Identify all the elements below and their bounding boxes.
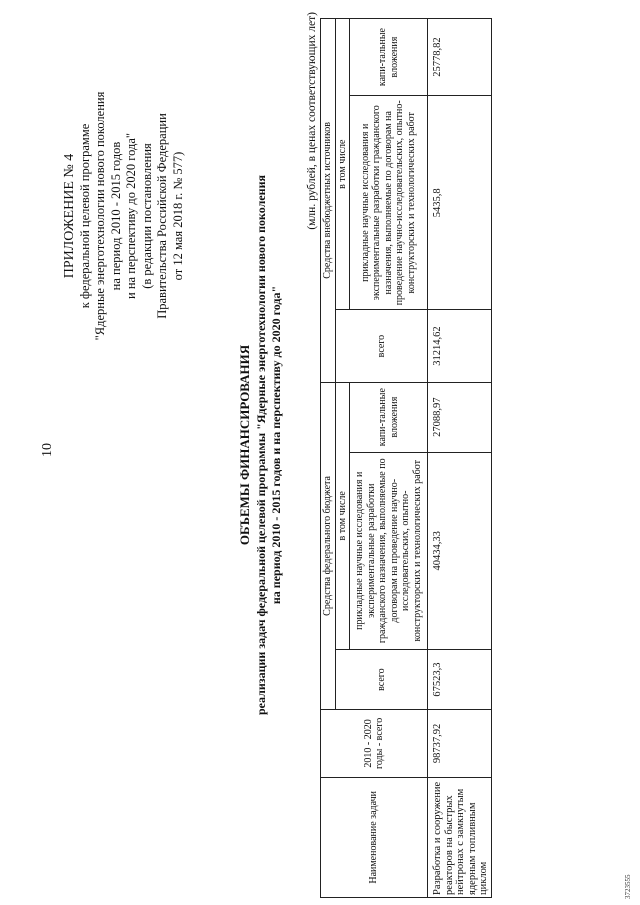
cell-total-2010-2020: 98737,92 <box>428 710 492 777</box>
header-ext-including: в том числе <box>335 19 350 310</box>
table-row <box>428 19 492 898</box>
cell-task: Разработка и сооружение реакторов на быстрых нейтронах с замкнутым ядерным топливным циклом <box>428 777 492 897</box>
appendix-line: и на перспективу до 2020 года" <box>124 133 138 299</box>
cell-ext-total: 31214,62 <box>428 310 492 382</box>
appendix-line: "Ядерные энерготехнологии нового поколения <box>93 91 107 341</box>
header-ext-applied-research: прикладные научные исследования и экспериментальные разработки гражданского назначения, выполняемые по договорам на проведение научно-исследовательских, опытно-конструкторских и технологических работ <box>350 96 428 310</box>
appendix-line: на период 2010 - 2015 годов <box>108 141 123 291</box>
document-subtitle <box>254 25 284 865</box>
header-ext-total: всего <box>335 310 428 382</box>
cell-ext-research: 5435,8 <box>428 96 492 310</box>
appendix-line: (в редакции постановления <box>139 143 154 289</box>
subtitle-line-1: реализации задач федеральной целевой программы "Ядерные энерготехнологии нового поколения <box>254 175 268 715</box>
header-extra-budget: Средства внебюджетных источников <box>321 19 336 383</box>
page-number: 10 <box>40 443 55 457</box>
header-fed-total: всего <box>335 650 428 710</box>
appendix-line: Правительства Российской Федерации <box>155 113 169 319</box>
cell-fed-total: 67523,3 <box>428 650 492 710</box>
appendix-title: ПРИЛОЖЕНИЕ № 4 <box>62 153 77 279</box>
units-note: (млн. рублей, в ценах соответствующих лет) <box>306 12 318 230</box>
financing-table <box>320 18 492 898</box>
header-ext-capital: капи-тальные вложения <box>350 19 428 96</box>
appendix-header <box>62 6 186 426</box>
header-fed-applied-research: прикладные научные исследования и экспериментальные разработки гражданского назначения, выполняемые по договорам на проведение научно-исследовательских, опытно-конструкторских и технологических работ <box>350 452 428 649</box>
header-fed-capital: капи-тальные вложения <box>350 382 428 452</box>
header-task: Наименование задачи <box>321 777 428 897</box>
document-title: ОБЪЕМЫ ФИНАНСИРОВАНИЯ <box>237 344 252 546</box>
cell-fed-research: 40434,33 <box>428 452 492 649</box>
cell-ext-capital: 25778,82 <box>428 19 492 96</box>
header-row-1 <box>321 19 336 898</box>
header-federal-budget: Средства федерального бюджета <box>321 382 336 710</box>
header-fed-including: в том числе <box>335 382 350 649</box>
cell-fed-capital: 27088,97 <box>428 382 492 452</box>
footer-code: 3723555 <box>624 874 632 899</box>
appendix-line: к федеральной целевой программе <box>77 123 92 309</box>
subtitle-line-2: на период 2010 - 2015 годов и на перспективу до 2020 года" <box>269 285 283 605</box>
header-total-2010-2020: 2010 - 2020 годы - всего <box>321 710 428 777</box>
appendix-line: от 12 мая 2018 г. № 577) <box>170 151 185 281</box>
